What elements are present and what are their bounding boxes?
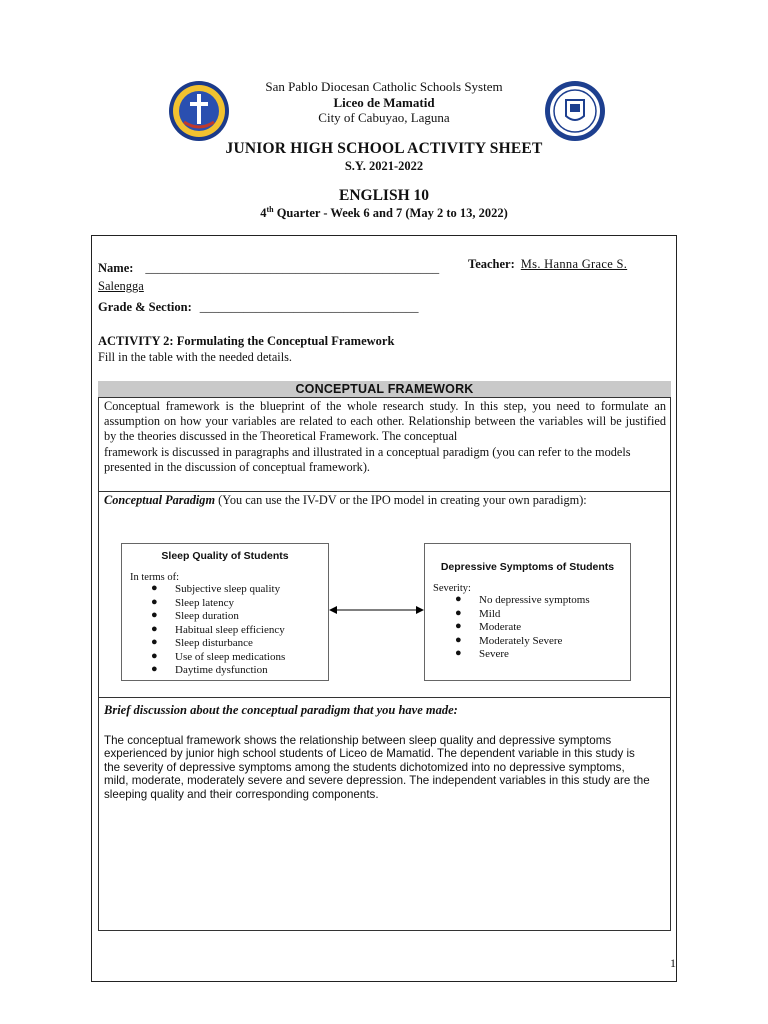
discussion-label: Brief discussion about the conceptual paradigm that you have made:: [104, 703, 458, 717]
grade-field[interactable]: ___________________________________: [199, 300, 419, 314]
list-item: [455, 633, 630, 649]
list-item-text: Subjective sleep quality: [175, 583, 281, 595]
list-item: [151, 595, 328, 611]
teacher-name-continued: Salengga: [98, 279, 144, 293]
paradigm-label: Conceptual Paradigm: [104, 493, 216, 507]
sheet-title: JUNIOR HIGH SCHOOL ACTIVITY SHEET: [225, 140, 543, 157]
list-item-text: Moderate: [479, 621, 522, 633]
list-item: [455, 620, 630, 635]
intro-text-1: Conceptual framework is the blueprint of the whole research study. In this step, you need to formulate an assumption on how your variables are related to each other. Relationship between the variables will be justified by the theories discussed in the Theoretical Framework. The conceptual: [104, 399, 666, 444]
list-item-text: Severe: [479, 648, 509, 660]
bullet-icon: ●: [455, 620, 462, 632]
teacher-row: [468, 257, 627, 272]
bullet-icon: ●: [151, 622, 158, 635]
grade-label: Grade & Section:: [98, 300, 192, 314]
iv-box: [121, 543, 329, 681]
bullet-icon: ●: [151, 595, 158, 608]
paradigm-prompt: [104, 493, 666, 508]
list-item: [151, 649, 328, 665]
school-year: S.Y. 2021-2022: [344, 159, 424, 173]
double-arrow-icon: [329, 604, 424, 616]
activity-title: ACTIVITY 2: Formulating the Conceptual Framework: [98, 334, 395, 348]
list-item: [151, 636, 328, 651]
bullet-icon: ●: [455, 606, 462, 619]
dv-subtitle: Severity:: [433, 583, 471, 594]
list-item-text: Sleep disturbance: [175, 637, 253, 649]
bullet-icon: ●: [455, 593, 462, 605]
iv-subtitle: In terms of:: [130, 572, 179, 583]
header-city: City of Cabuyao, Laguna: [318, 110, 450, 125]
row-divider: [98, 491, 671, 492]
list-item: [151, 622, 328, 638]
bullet-icon: ●: [151, 649, 158, 662]
list-item-text: Daytime dysfunction: [175, 664, 268, 676]
list-item-text: Moderately Severe: [479, 634, 563, 647]
list-item-text: Mild: [479, 607, 501, 620]
list-item-text: Sleep duration: [175, 610, 239, 622]
subject-title: ENGLISH 10: [338, 187, 429, 204]
table-header: CONCEPTUAL FRAMEWORK: [98, 381, 671, 398]
list-item-text: Sleep latency: [175, 596, 234, 609]
iv-title: Sleep Quality of Students: [161, 550, 289, 562]
intro-text-2: framework is discussed in paragraphs and illustrated in a conceptual paradigm (you can refer to the models presented in the discussion of conceptual framework).: [104, 444, 631, 474]
list-item-text: No depressive symptoms: [479, 594, 590, 606]
bullet-icon: ●: [151, 636, 158, 648]
teacher-name: Ms. Hanna Grace S.: [520, 257, 628, 271]
iv-list: [151, 582, 328, 678]
intro-paragraph: [104, 399, 666, 475]
teacher-label: Teacher:: [468, 257, 515, 271]
list-item: [151, 663, 328, 678]
discussion-text: The conceptual framework shows the relationship between sleep quality and depressive symptoms experienced by junior high school students of Liceo de Mamatid. The dependent variable in this study is the severity of depressive symptoms among the students dichotomized into no depressive symptoms, mild, moderate, moderately severe and severe depression. The independent variables in this study are the sleeping quality and their corresponding components.: [104, 734, 650, 801]
quarter-text: Quarter - Week 6 and 7 (May 2 to 13, 2022): [273, 206, 508, 221]
row-divider: [98, 697, 671, 698]
list-item-text: Use of sleep medications: [175, 650, 286, 663]
dv-list: [455, 593, 630, 662]
list-item: [455, 606, 630, 622]
page-number: 1: [670, 956, 676, 970]
list-item: [455, 593, 630, 608]
dv-title: Depressive Symptoms of Students: [440, 561, 615, 573]
header-system: San Pablo Diocesan Catholic Schools System: [265, 79, 503, 94]
list-item: [455, 647, 630, 662]
name-row: [98, 259, 439, 277]
list-item: [151, 609, 328, 624]
bullet-icon: ●: [455, 633, 462, 646]
quarter-number: 4: [260, 206, 267, 221]
dv-box: [424, 543, 631, 681]
header-school: Liceo de Mamatid: [333, 95, 435, 110]
quarter-line: [0, 205, 768, 221]
paradigm-text: (You can use the IV-DV or the IPO model in creating your own paradigm):: [215, 493, 587, 507]
list-item: [151, 582, 328, 597]
bullet-icon: ●: [455, 647, 462, 659]
activity-instruction: Fill in the table with the needed details.: [98, 350, 292, 364]
bullet-icon: ●: [151, 582, 158, 594]
name-label: Name:: [98, 261, 134, 275]
bullet-icon: ●: [151, 663, 158, 675]
bullet-icon: ●: [151, 609, 158, 621]
grade-row: [98, 298, 418, 316]
name-field[interactable]: _______________________________________________: [145, 261, 440, 275]
list-item-text: Habitual sleep efficiency: [175, 623, 285, 636]
quarter-ordinal: th: [266, 205, 274, 214]
